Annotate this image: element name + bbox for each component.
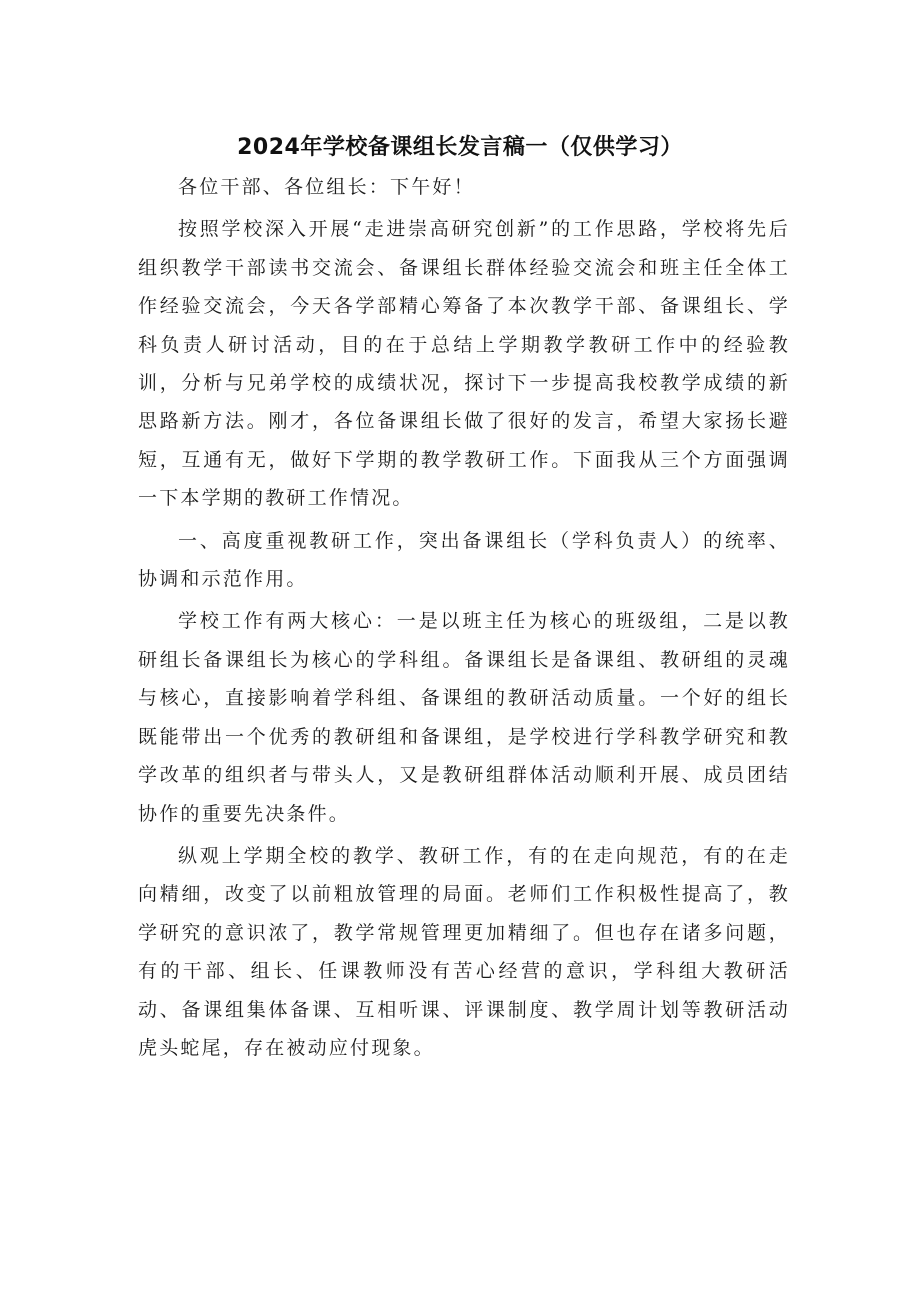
core-paragraph: 学校工作有两大核心：一是以班主任为核心的班级组，二是以教研组长备课组长为核心的学科组。备课组长是备课组、教研组的灵魂与核心，直接影响着学科组、备课组的教研活动质量。一个好的组长既能带出一个优秀的教研组和备课组，是学校进行学科教学研究和教学改革的组织者与带头人，又是教研组群体活动顺利开展、成员团结协作的重要先决条件。 [138,610,790,825]
document-title: 2024年学校备课组长发言稿一（仅供学习） [237,135,683,160]
greeting-paragraph: 各位干部、各位组长：下午好！ [178,176,475,198]
review-paragraph: 纵观上学期全校的教学、教研工作，有的在走向规范，有的在走向精细，改变了以前粗放管理的局面。老师们工作积极性提高了，教学研究的意识浓了，教学常规管理更加精细了。但也存在诸多问题，有的干部、组长、任课教师没有苦心经营的意识，学科组大教研活动、备课组集体备课、互相听课、评课制度、教学周计划等教研活动虎头蛇尾，存在被动应付现象。 [138,844,790,1059]
intro-paragraph: 按照学校深入开展“走进崇高研究创新”的工作思路，学校将先后组织教学干部读书交流会、备课组长群体经验交流会和班主任全体工作经验交流会，今天各学部精心筹备了本次教学干部、备课组长、学科负责人研讨活动，目的在于总结上学期教学教研工作中的经验教训，分析与兄弟学校的成绩状况，探讨下一步提高我校教学成绩的新思路新方法。刚才，各位备课组长做了很好的发言，希望大家扬长避短，互通有无，做好下学期的教学教研工作。下面我从三个方面强调一下本学期的教研工作情况。 [138,218,790,510]
section-heading-paragraph: 一、高度重视教研工作，突出备课组长（学科负责人）的统率、协调和示范作用。 [138,529,790,591]
document-body [138,168,790,1071]
